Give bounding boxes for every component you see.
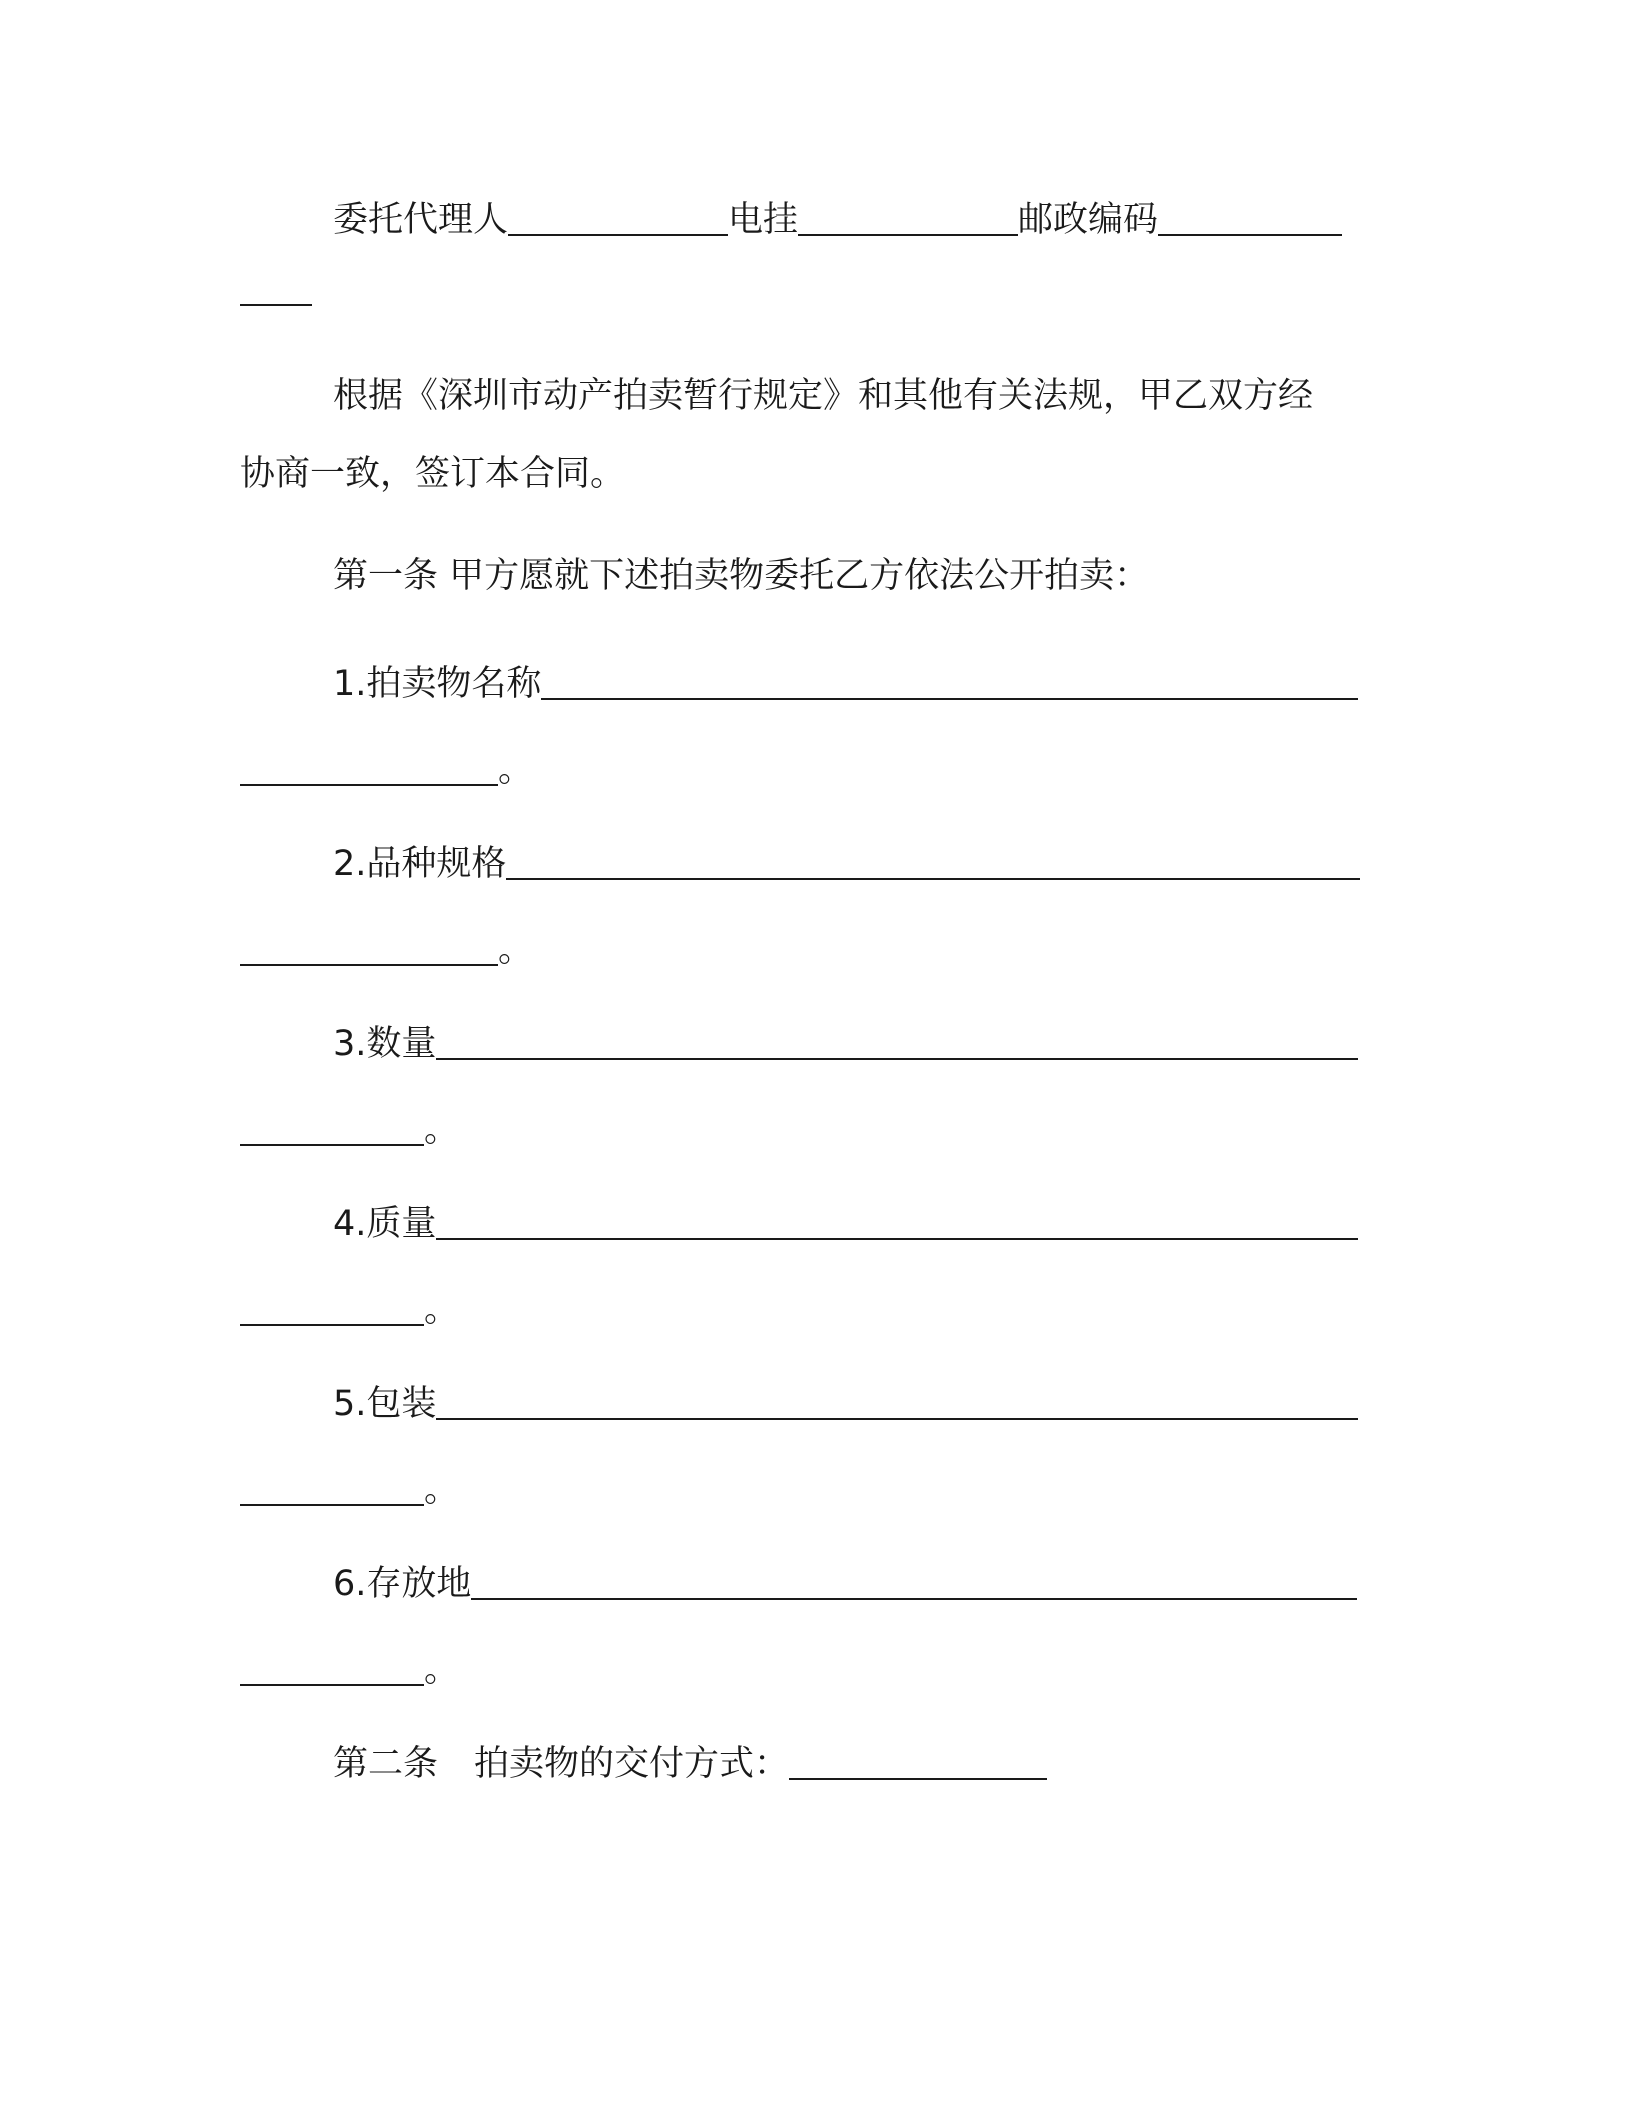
article-2-text: 拍卖物的交付方式： bbox=[474, 1744, 790, 1784]
article-2-line bbox=[333, 1740, 1047, 1788]
item-2-continuation bbox=[240, 926, 533, 974]
postal-code-blank-cont[interactable] bbox=[240, 266, 312, 306]
delivery-method-blank[interactable] bbox=[789, 1740, 1047, 1780]
item-2-line bbox=[333, 840, 1360, 888]
intro-line-2: 协商一致，签订本合同。 bbox=[240, 454, 626, 494]
item-6-line bbox=[333, 1560, 1357, 1608]
item-5-blank[interactable] bbox=[436, 1380, 1358, 1420]
item-2-blank-cont[interactable] bbox=[240, 926, 498, 966]
item-1-end: 。 bbox=[498, 750, 534, 790]
item-4-continuation bbox=[240, 1286, 459, 1334]
item-3-continuation bbox=[240, 1106, 459, 1154]
item-4-blank[interactable] bbox=[436, 1200, 1358, 1240]
article-1-heading: 第一条 甲方愿就下述拍卖物委托乙方依法公开拍卖： bbox=[333, 556, 1150, 596]
item-3-blank-cont[interactable] bbox=[240, 1106, 424, 1146]
agent-blank[interactable] bbox=[508, 196, 728, 236]
item-3-blank[interactable] bbox=[436, 1020, 1358, 1060]
item-6-label: 6.存放地 bbox=[333, 1564, 472, 1604]
item-5-blank-cont[interactable] bbox=[240, 1466, 424, 1506]
item-5-line bbox=[333, 1380, 1358, 1428]
item-1-blank[interactable] bbox=[541, 660, 1358, 700]
postal-code-continuation bbox=[240, 266, 312, 314]
item-1-blank-cont[interactable] bbox=[240, 746, 498, 786]
postal-code-label: 邮政编码 bbox=[1018, 200, 1159, 240]
item-2-blank[interactable] bbox=[506, 840, 1360, 880]
article-2-number: 第二条 bbox=[333, 1744, 439, 1784]
item-4-blank-cont[interactable] bbox=[240, 1286, 424, 1326]
header-fields-line bbox=[333, 196, 1342, 244]
item-1-label: 1.拍卖物名称 bbox=[333, 664, 542, 704]
item-5-continuation bbox=[240, 1466, 459, 1514]
item-4-line bbox=[333, 1200, 1358, 1248]
item-4-label: 4.质量 bbox=[333, 1204, 437, 1244]
item-5-end: 。 bbox=[424, 1470, 460, 1510]
item-4-end: 。 bbox=[424, 1290, 460, 1330]
item-2-label: 2.品种规格 bbox=[333, 844, 507, 884]
item-3-end: 。 bbox=[424, 1110, 460, 1150]
agent-label: 委托代理人 bbox=[333, 200, 509, 240]
phone-blank[interactable] bbox=[798, 196, 1018, 236]
phone-label: 电挂 bbox=[728, 200, 799, 240]
item-1-continuation bbox=[240, 746, 533, 794]
item-1-line bbox=[333, 660, 1358, 708]
postal-code-blank[interactable] bbox=[1158, 196, 1342, 236]
item-3-label: 3.数量 bbox=[333, 1024, 437, 1064]
item-2-end: 。 bbox=[498, 930, 534, 970]
item-3-line bbox=[333, 1020, 1358, 1068]
item-6-end: 。 bbox=[424, 1650, 460, 1690]
item-6-blank[interactable] bbox=[471, 1560, 1357, 1600]
item-6-blank-cont[interactable] bbox=[240, 1646, 424, 1686]
intro-line-1: 根据《深圳市动产拍卖暂行规定》和其他有关法规，甲乙双方经 bbox=[333, 376, 1314, 416]
item-6-continuation bbox=[240, 1646, 459, 1694]
item-5-label: 5.包装 bbox=[333, 1384, 437, 1424]
